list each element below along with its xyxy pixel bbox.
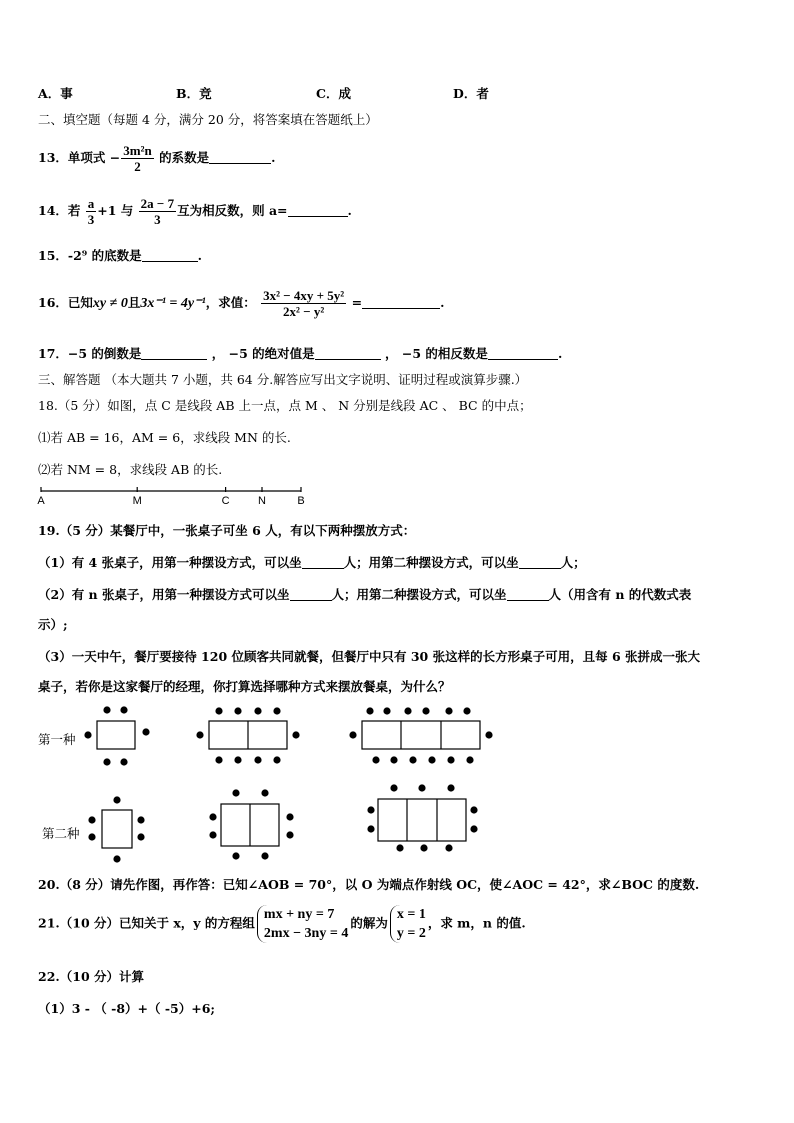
seat [390,756,397,763]
seat [254,707,261,714]
q21-equation-system: mx + ny = 7 2mx − 3ny = 4 [257,905,348,943]
seat [232,852,239,859]
seat [232,789,239,796]
seat [470,825,477,832]
question-22-part-1: （1）3 - （ -8）+（ -5）+6; [38,1001,216,1016]
q21-solution: x = 1 y = 2 [390,905,426,943]
seat [273,756,280,763]
question-19-part-1: （1）有 4 张桌子，用第一种摆设方式，可以坐 人；用第二种摆设方式，可以坐 人； [38,555,586,570]
seat [234,707,241,714]
question-19-head: 19.（5 分）某餐厅中，一张桌子可坐 6 人，有以下两种摆放方式： [38,523,416,538]
q13-fraction: $\frac{\text{3m²n}}{2}$ [123,143,152,174]
seat [445,707,452,714]
section-3-title: 三、解答题 （本大题共 7 小题，共 64 分.解答应写出文字说明、证明过程或演算步骤.） [38,372,528,387]
question-15: 15．-2⁹ 的底数是 . [38,248,202,263]
seat [215,756,222,763]
seat [463,707,470,714]
seat [88,816,95,823]
table-1-1 [97,721,135,749]
question-16: 16．已知xy ≠ 0且3x⁻¹ = 4y⁻¹，求值： $\frac{\text{3x² − 4xy + 5y²}}{\text{2x² − y²}}$ = . [38,288,445,319]
question-17: 17．−5 的倒数是 ， −5 的绝对值是 ， −5 的相反数是 . [38,346,563,361]
question-20: 20.（8 分）请先作图，再作答：已知∠AOB = 70°，以 O 为端点作射线 OC，使∠AOC = 42°，求∠BOC 的度数. [38,877,700,892]
seat [113,796,120,803]
seat [466,756,473,763]
seat [137,833,144,840]
q16-fraction: $\frac{\text{3x² − 4xy + 5y²}}{\text{2x² − y²}}$ [263,288,345,319]
seat [113,855,120,862]
question-18-part-2: ⑵若 NM = 8，求线段 AB 的长. [38,462,223,477]
question-13: 13．单项式 − $\frac{\text{3m²n}}{2}$ 的系数是 . [38,143,276,174]
seat [103,706,110,713]
seat [404,707,411,714]
seat [447,784,454,791]
question-19-part-2-cont: 示）; [38,617,68,632]
table-1-3 [362,721,480,749]
seat [254,756,261,763]
seat [196,731,203,738]
section-2-title: 二、填空题（每题 4 分，满分 20 分，将答案填在答题纸上） [38,112,378,127]
seat [409,756,416,763]
option-a: A．事 [38,86,73,101]
seat [292,731,299,738]
table-2-1 [102,810,132,848]
seat [84,731,91,738]
seat [396,844,403,851]
question-18-head: 18.（5 分）如图，点 C 是线段 AB 上一点，点 M 、 N 分别是线段 AC 、 BC 的中点； [38,398,532,413]
seat [349,731,356,738]
seat [428,756,435,763]
seat [485,731,492,738]
seat [209,831,216,838]
seat [367,825,374,832]
question-14: 14．若 $\frac{a}{3}$ +1 与 $\frac{2a - 7}{3}$ 互为相反数，则 a= . [38,196,352,227]
point-label-n: N [258,495,266,507]
question-18-part-1: ⑴若 AB = 16，AM = 6，求线段 MN 的长. [38,430,291,445]
seat [445,844,452,851]
seat [88,833,95,840]
arrangement-label-2: 第二种 [42,826,80,841]
seat [261,789,268,796]
seat [137,816,144,823]
seat [209,813,216,820]
seat [420,844,427,851]
question-19-part-3-cont: 桌子，若你是这家餐厅的经理，你打算选择哪种方式来摆放餐桌，为什么？ [38,679,451,694]
option-b: B．竞 [176,86,212,101]
seat [422,707,429,714]
point-label-m: M [132,495,142,507]
question-22-head: 22.（10 分）计算 [38,969,144,984]
seat [234,756,241,763]
seat [261,852,268,859]
option-d: D．者 [453,86,489,101]
seat [418,784,425,791]
table-2-3 [378,799,466,841]
seat [372,756,379,763]
seat [120,706,127,713]
seat [447,756,454,763]
seat [120,758,127,765]
seat [286,831,293,838]
point-label-c: C [221,495,230,507]
question-21: 21.（10 分）已知关于 x，y 的方程组mx + ny = 7 2mx − 3ny = 4的解为x = 1 y = 2，求 m，n 的值. [38,907,526,941]
point-label-a: A [37,495,45,507]
arrangement-label-1: 第一种 [38,732,76,747]
seat [383,707,390,714]
seat [142,728,149,735]
question-19-part-2: （2）有 n 张桌子，用第一种摆设方式可以坐 人；用第二种摆设方式，可以坐 人（用含有 n 的代数式表 [38,587,692,602]
seat [273,707,280,714]
seat [215,707,222,714]
seat [390,784,397,791]
seat [286,813,293,820]
seat [103,758,110,765]
option-c: C．成 [316,86,351,101]
seat [366,707,373,714]
point-label-b: B [297,495,305,507]
seat [367,806,374,813]
seat [470,806,477,813]
question-19-part-3: （3）一天中午，餐厅要接待 120 位顾客共同就餐，但餐厅中只有 30 张这样的长方形桌子可用，且每 6 张拼成一张大 [38,649,700,664]
q14-fraction-2: $\frac{2a - 7}{3}$ [140,196,175,227]
q14-fraction-1: $\frac{a}{3}$ [87,196,95,227]
